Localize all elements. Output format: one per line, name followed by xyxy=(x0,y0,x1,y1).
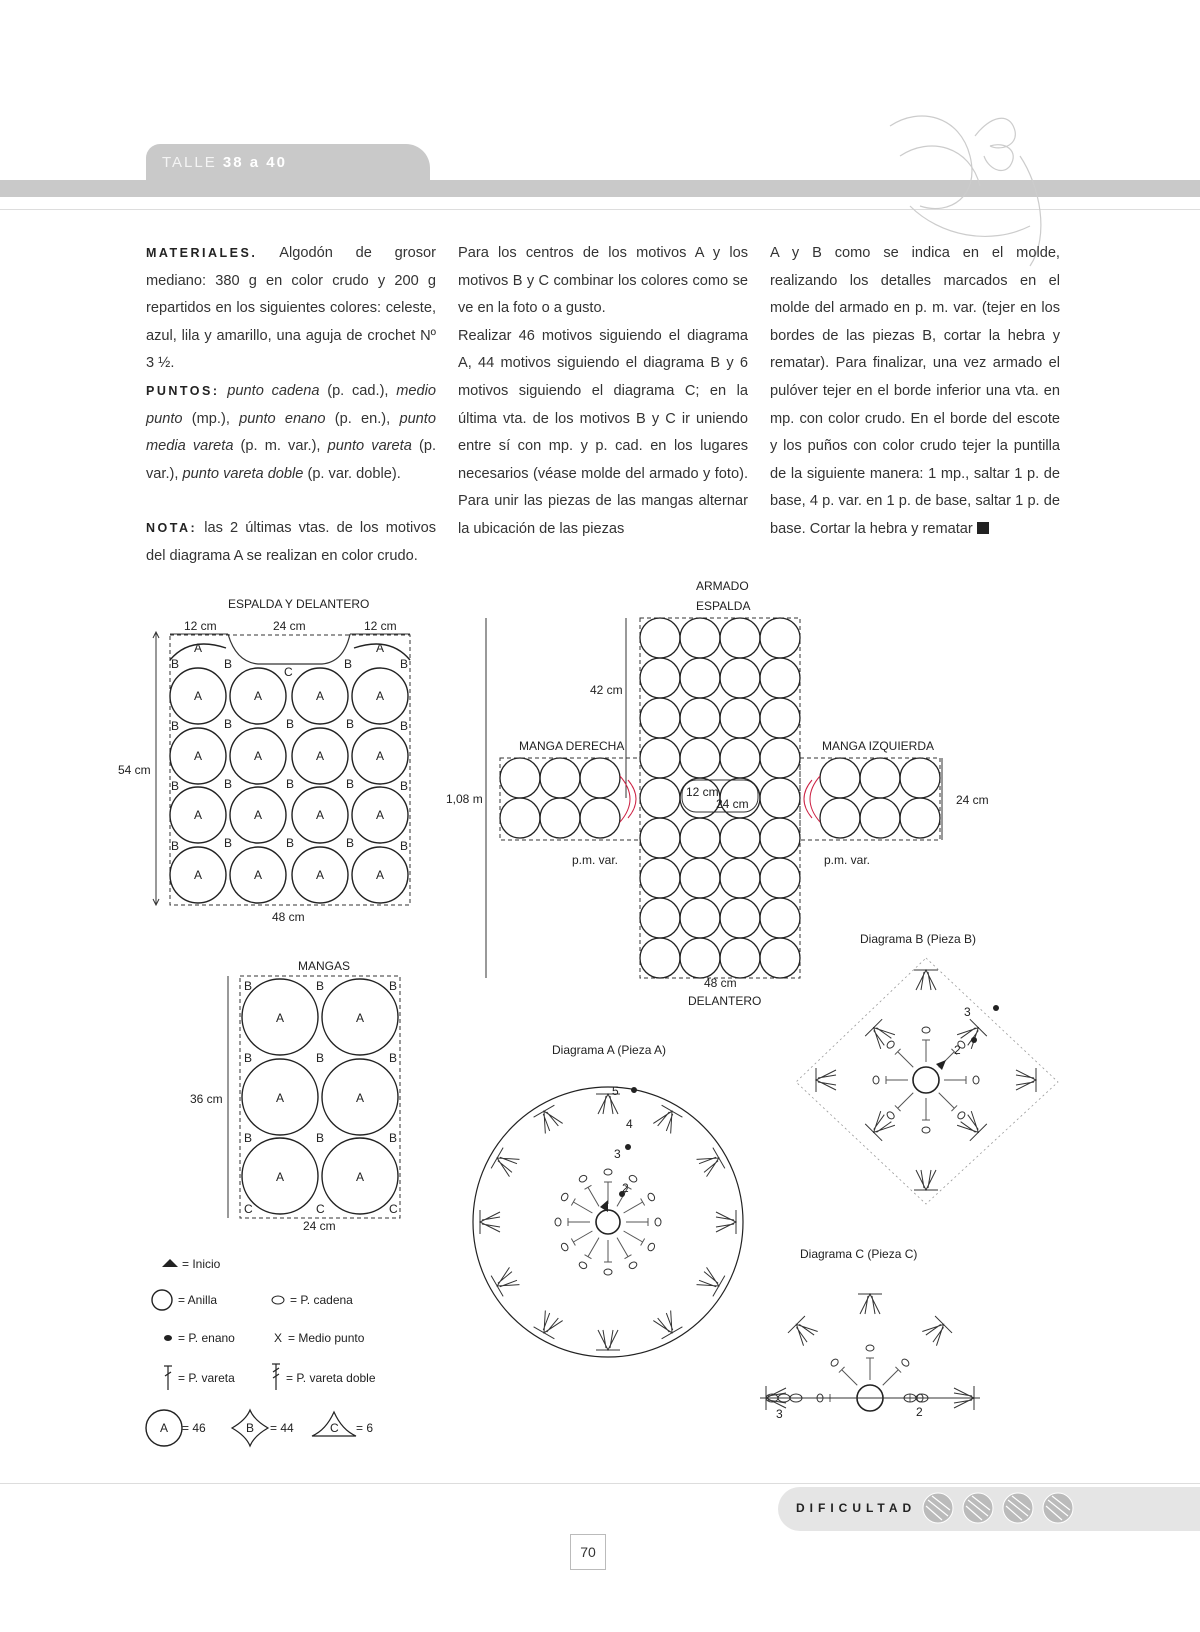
diagram-c-title: Diagrama C (Pieza C) xyxy=(800,1247,918,1261)
motif-circle xyxy=(640,818,680,858)
motif-circle xyxy=(540,798,580,838)
motif-label: A xyxy=(276,1011,285,1025)
motif-label: C xyxy=(244,1202,253,1216)
motif-circle xyxy=(860,758,900,798)
diagrama-c xyxy=(760,1247,980,1421)
dim-label: 1,08 m xyxy=(446,792,483,806)
motif-label: B xyxy=(316,1051,325,1065)
espalda-diagram xyxy=(118,597,410,924)
stitch-group xyxy=(534,1105,610,1212)
motif-circle xyxy=(820,758,860,798)
mangas-title: MANGAS xyxy=(298,959,351,973)
stitch-abbr: (p. en.), xyxy=(325,410,400,427)
motif-label: B xyxy=(224,777,233,791)
motif-label: B xyxy=(316,1131,325,1145)
motif-label: A xyxy=(194,749,203,763)
diagrama-b xyxy=(796,932,1058,1204)
paragraph: Realizar 46 motivos siguiendo el diagrama A, 44 motivos siguiendo el diagrama B y 6 motivos siguiendo el diagrama C; en la última vta. de los motivos B y C ir uniendo entre sí con mp. y p. cad. en los lugares necesarios (véase molde del armado y foto). Para unir las piezas de las mangas alternar la ubicación de las piezas xyxy=(458,327,748,537)
dim-label: 12 cm xyxy=(364,619,397,633)
motif-label: B xyxy=(389,1131,398,1145)
round-number: 2 xyxy=(622,1181,629,1195)
armado-title: ARMADO xyxy=(696,579,749,593)
motif-label: A xyxy=(194,641,203,655)
motif-circle xyxy=(760,618,800,658)
dim-label: 24 cm xyxy=(273,619,306,633)
stitch-abbr: (p. cad.), xyxy=(319,382,397,399)
legend-text: = P. cadena xyxy=(290,1293,353,1307)
single-crochet-icon: X xyxy=(274,1331,283,1345)
stitch-group xyxy=(865,1084,922,1141)
motif-label: B xyxy=(244,1131,253,1145)
stitch-group xyxy=(914,1098,938,1190)
legend xyxy=(146,1257,376,1446)
stitch-group xyxy=(534,1232,610,1339)
diagram-b-title: Diagrama B (Pieza B) xyxy=(860,932,977,946)
motif-circle xyxy=(580,758,620,798)
size-tab-label: TALLE 38 a 40 xyxy=(162,154,287,171)
motif-label: B xyxy=(224,836,233,850)
motif-label: A xyxy=(254,868,263,882)
legend-text: = P. enano xyxy=(178,1331,235,1345)
double-crochet-icon xyxy=(164,1366,172,1390)
motif-circle xyxy=(680,818,720,858)
materiales-text: Algodón de grosor mediano: 380 g en color crudo y 200 g repartidos en los siguientes colores: celeste, azul, lila y amarillo, una aguja de crochet Nº 3 ½. xyxy=(146,245,436,372)
motif-label: B xyxy=(346,836,355,850)
motif-circle xyxy=(640,738,680,778)
motif-circle xyxy=(760,658,800,698)
motif-circle xyxy=(640,938,680,978)
motif-circle xyxy=(640,778,680,818)
motif-label: A xyxy=(376,689,385,703)
stitch-group xyxy=(618,1148,725,1224)
motif-circle xyxy=(720,698,760,738)
motif-circle xyxy=(760,738,800,778)
dim-label: 48 cm xyxy=(272,910,305,924)
motif-label: B xyxy=(171,779,180,793)
slip-stitch-icon xyxy=(164,1335,172,1341)
motif-circle xyxy=(680,898,720,938)
motif-circle xyxy=(900,798,940,838)
round-number: 2 xyxy=(916,1405,923,1419)
mangas-diagram xyxy=(190,959,400,1233)
motif-label: A xyxy=(376,749,385,763)
motif-circle xyxy=(720,618,760,658)
legend-text: = Anilla xyxy=(178,1293,218,1307)
ring-icon xyxy=(152,1290,172,1310)
motif-label: A xyxy=(356,1170,365,1184)
motif-label: A xyxy=(376,868,385,882)
motif-label: B xyxy=(400,779,409,793)
espalda-title: ESPALDA Y DELANTERO xyxy=(228,597,370,611)
motif-label: A xyxy=(254,689,263,703)
motif-circle xyxy=(680,858,720,898)
footer-divider xyxy=(0,1483,1200,1484)
motif-circle xyxy=(720,938,760,978)
legend-text: = Medio punto xyxy=(288,1331,365,1345)
motif-label: A xyxy=(316,868,325,882)
difficulty-label: DIFICULTAD xyxy=(796,1501,917,1515)
motif-label: B xyxy=(389,1051,398,1065)
dim-label: 36 cm xyxy=(190,1092,223,1106)
espalda-label: ESPALDA xyxy=(696,599,751,613)
motif-circle xyxy=(720,818,760,858)
legend-text: = P. vareta xyxy=(178,1371,235,1385)
motif-circle xyxy=(640,858,680,898)
motif-label: B xyxy=(171,719,180,733)
motif-label: B xyxy=(346,777,355,791)
motif-circle xyxy=(540,758,580,798)
round-number: 5 xyxy=(612,1084,619,1098)
stitch-group xyxy=(865,1019,922,1076)
round-number: 3 xyxy=(776,1407,783,1421)
motif-circle xyxy=(720,738,760,778)
legend-text: = 46 xyxy=(182,1421,206,1435)
stitch-group xyxy=(858,1294,882,1380)
chain-stitch-icon xyxy=(272,1296,284,1304)
motif-label: A xyxy=(276,1170,285,1184)
motif-circle xyxy=(820,798,860,838)
motif-circle xyxy=(760,698,800,738)
motif-circle xyxy=(580,798,620,838)
stitch-abbr: (p. m. var.), xyxy=(233,438,328,455)
motif-label: B xyxy=(224,717,233,731)
motif-label: B xyxy=(400,657,409,671)
stitch-abbr: (p. var. doble). xyxy=(303,465,401,482)
motif-circle xyxy=(760,898,800,938)
motif-circle xyxy=(680,698,720,738)
motif-label: C xyxy=(316,1202,325,1216)
treble-crochet-icon xyxy=(272,1364,280,1390)
round-number: 4 xyxy=(626,1117,633,1131)
motif-label: A xyxy=(276,1091,285,1105)
legend-text: = Inicio xyxy=(182,1257,221,1271)
motif-label: B xyxy=(224,657,233,671)
stitch-name: medio punto xyxy=(146,382,436,427)
diagram-a-title: Diagrama A (Pieza A) xyxy=(552,1043,667,1057)
stitch-abbr: (p. var.), xyxy=(146,438,436,482)
motif-label: B xyxy=(246,1421,255,1435)
stitch-group xyxy=(944,1068,1036,1092)
dim-label: 24 cm xyxy=(956,793,989,807)
stitch-name: punto vareta doble xyxy=(182,465,304,482)
motif-label: A xyxy=(376,808,385,822)
diagrama-a xyxy=(473,1043,743,1357)
stitch-group xyxy=(816,1068,908,1092)
motif-label: A xyxy=(254,808,263,822)
stitch-name: punto media vareta xyxy=(146,410,436,455)
legend-text: = P. vareta doble xyxy=(286,1371,376,1385)
motif-label: B xyxy=(286,777,295,791)
motif-label: B xyxy=(244,979,253,993)
difficulty-yarn-icons xyxy=(916,1490,1096,1528)
motif-circle xyxy=(720,658,760,698)
motif-circle xyxy=(640,698,680,738)
motif-circle xyxy=(500,758,540,798)
motif-label: A xyxy=(194,808,203,822)
motif-label: B xyxy=(244,1051,253,1065)
motif-label: A xyxy=(160,1421,169,1435)
motif-circle xyxy=(900,758,940,798)
stitch-group xyxy=(491,1148,598,1224)
motif-circle xyxy=(860,798,900,838)
stitch-group xyxy=(626,1210,736,1234)
motif-circle xyxy=(760,818,800,858)
motif-label: B xyxy=(171,657,180,671)
dim-label: 48 cm xyxy=(704,976,737,990)
motif-circle xyxy=(760,778,800,818)
motif-label: B xyxy=(344,657,353,671)
pmvar-label: p.m. var. xyxy=(824,853,871,867)
puntos-keyword: PUNTOS: xyxy=(146,383,220,398)
delantero-label: DELANTERO xyxy=(688,994,762,1008)
motif-circle xyxy=(760,858,800,898)
motif-circle xyxy=(640,898,680,938)
stitch-abbr: (mp.), xyxy=(182,410,240,427)
materiales-keyword: MATERIALES. xyxy=(146,246,258,260)
dim-label: 54 cm xyxy=(118,763,151,777)
motif-label: A xyxy=(316,689,325,703)
stitch-name: punto enano xyxy=(239,410,326,427)
motif-label: B xyxy=(400,839,409,853)
motif-circle xyxy=(680,938,720,978)
stitch-group xyxy=(607,1232,683,1339)
dim-label: 42 cm xyxy=(590,683,623,697)
motif-label: A xyxy=(194,868,203,882)
motif-circle xyxy=(680,618,720,658)
manga-izquierda-label: MANGA IZQUIERDA xyxy=(822,739,935,753)
dim-label: 24 cm xyxy=(303,1219,336,1233)
nota-text: las 2 últimas vtas. de los motivos del diagrama A se realizan en color crudo. xyxy=(146,520,436,564)
stitch-group xyxy=(480,1210,590,1234)
motif-label: A xyxy=(356,1091,365,1105)
stitch-group xyxy=(788,1316,866,1394)
stitch-group xyxy=(596,1240,620,1350)
motif-circle xyxy=(640,658,680,698)
paragraph: Para los centros de los motivos A y los motivos B y C combinar los colores como se ve en la foto o a gusto. xyxy=(458,245,748,317)
page-number: 70 xyxy=(570,1534,606,1570)
motif-label: A xyxy=(254,749,263,763)
motif-label: C xyxy=(389,1202,398,1216)
legend-text: = 44 xyxy=(270,1421,294,1435)
round-number: 3 xyxy=(964,1005,971,1019)
motif-label: B xyxy=(316,979,325,993)
motif-label: B xyxy=(286,836,295,850)
motif-label: C xyxy=(284,665,293,679)
motif-label: B xyxy=(389,979,398,993)
stitch-name: punto vareta xyxy=(327,438,412,455)
motif-circle xyxy=(760,938,800,978)
motif-circle xyxy=(640,618,680,658)
dim-label: 12 cm xyxy=(184,619,217,633)
stitch-name: punto cadena xyxy=(227,382,320,399)
dim-label: 12 cm xyxy=(686,785,719,799)
stitch-group xyxy=(618,1221,725,1297)
start-triangle-icon xyxy=(162,1259,178,1267)
round-number: 3 xyxy=(614,1147,621,1161)
stitch-group xyxy=(874,1316,952,1394)
motif-circle xyxy=(680,738,720,778)
nota-keyword: NOTA: xyxy=(146,521,198,536)
motif-circle xyxy=(680,658,720,698)
motif-label: B xyxy=(286,717,295,731)
motif-label: A xyxy=(316,808,325,822)
motif-label: B xyxy=(400,719,409,733)
motif-circle xyxy=(720,858,760,898)
motif-label: B xyxy=(171,839,180,853)
paragraph: A y B como se indica en el molde, realizando los detalles marcados en el molde del armado en p. m. var. (tejer en los bordes de las piezas B, cortar la hebra y rematar). Para finalizar, una vez armado el pulóver tejer en el borde inferior una vta. en mp. con color crudo. En el borde del escote y los puños con color crudo tejer la puntilla de la siguiente manera: 1 mp., saltar 1 p. de base, 4 p. var. en 1 p. de base, saltar 1 p. de base. Cortar la hebra y rematar xyxy=(770,245,1060,537)
pmvar-label: p.m. var. xyxy=(572,853,619,867)
motif-circle xyxy=(720,898,760,938)
stitch-group xyxy=(491,1221,598,1297)
stitch-group xyxy=(930,1084,987,1141)
stitch-group xyxy=(914,970,938,1062)
motif-circle xyxy=(500,798,540,838)
round-number: 2 xyxy=(954,1043,961,1057)
legend-text: = 6 xyxy=(356,1421,374,1435)
motif-label: A xyxy=(356,1011,365,1025)
dim-label: 24 cm xyxy=(716,797,749,811)
motif-label: C xyxy=(330,1421,339,1435)
motif-label: B xyxy=(346,717,355,731)
motif-label: A xyxy=(194,689,203,703)
motif-label: A xyxy=(376,641,385,655)
manga-derecha-label: MANGA DERECHA xyxy=(519,739,625,753)
motif-label: A xyxy=(316,749,325,763)
